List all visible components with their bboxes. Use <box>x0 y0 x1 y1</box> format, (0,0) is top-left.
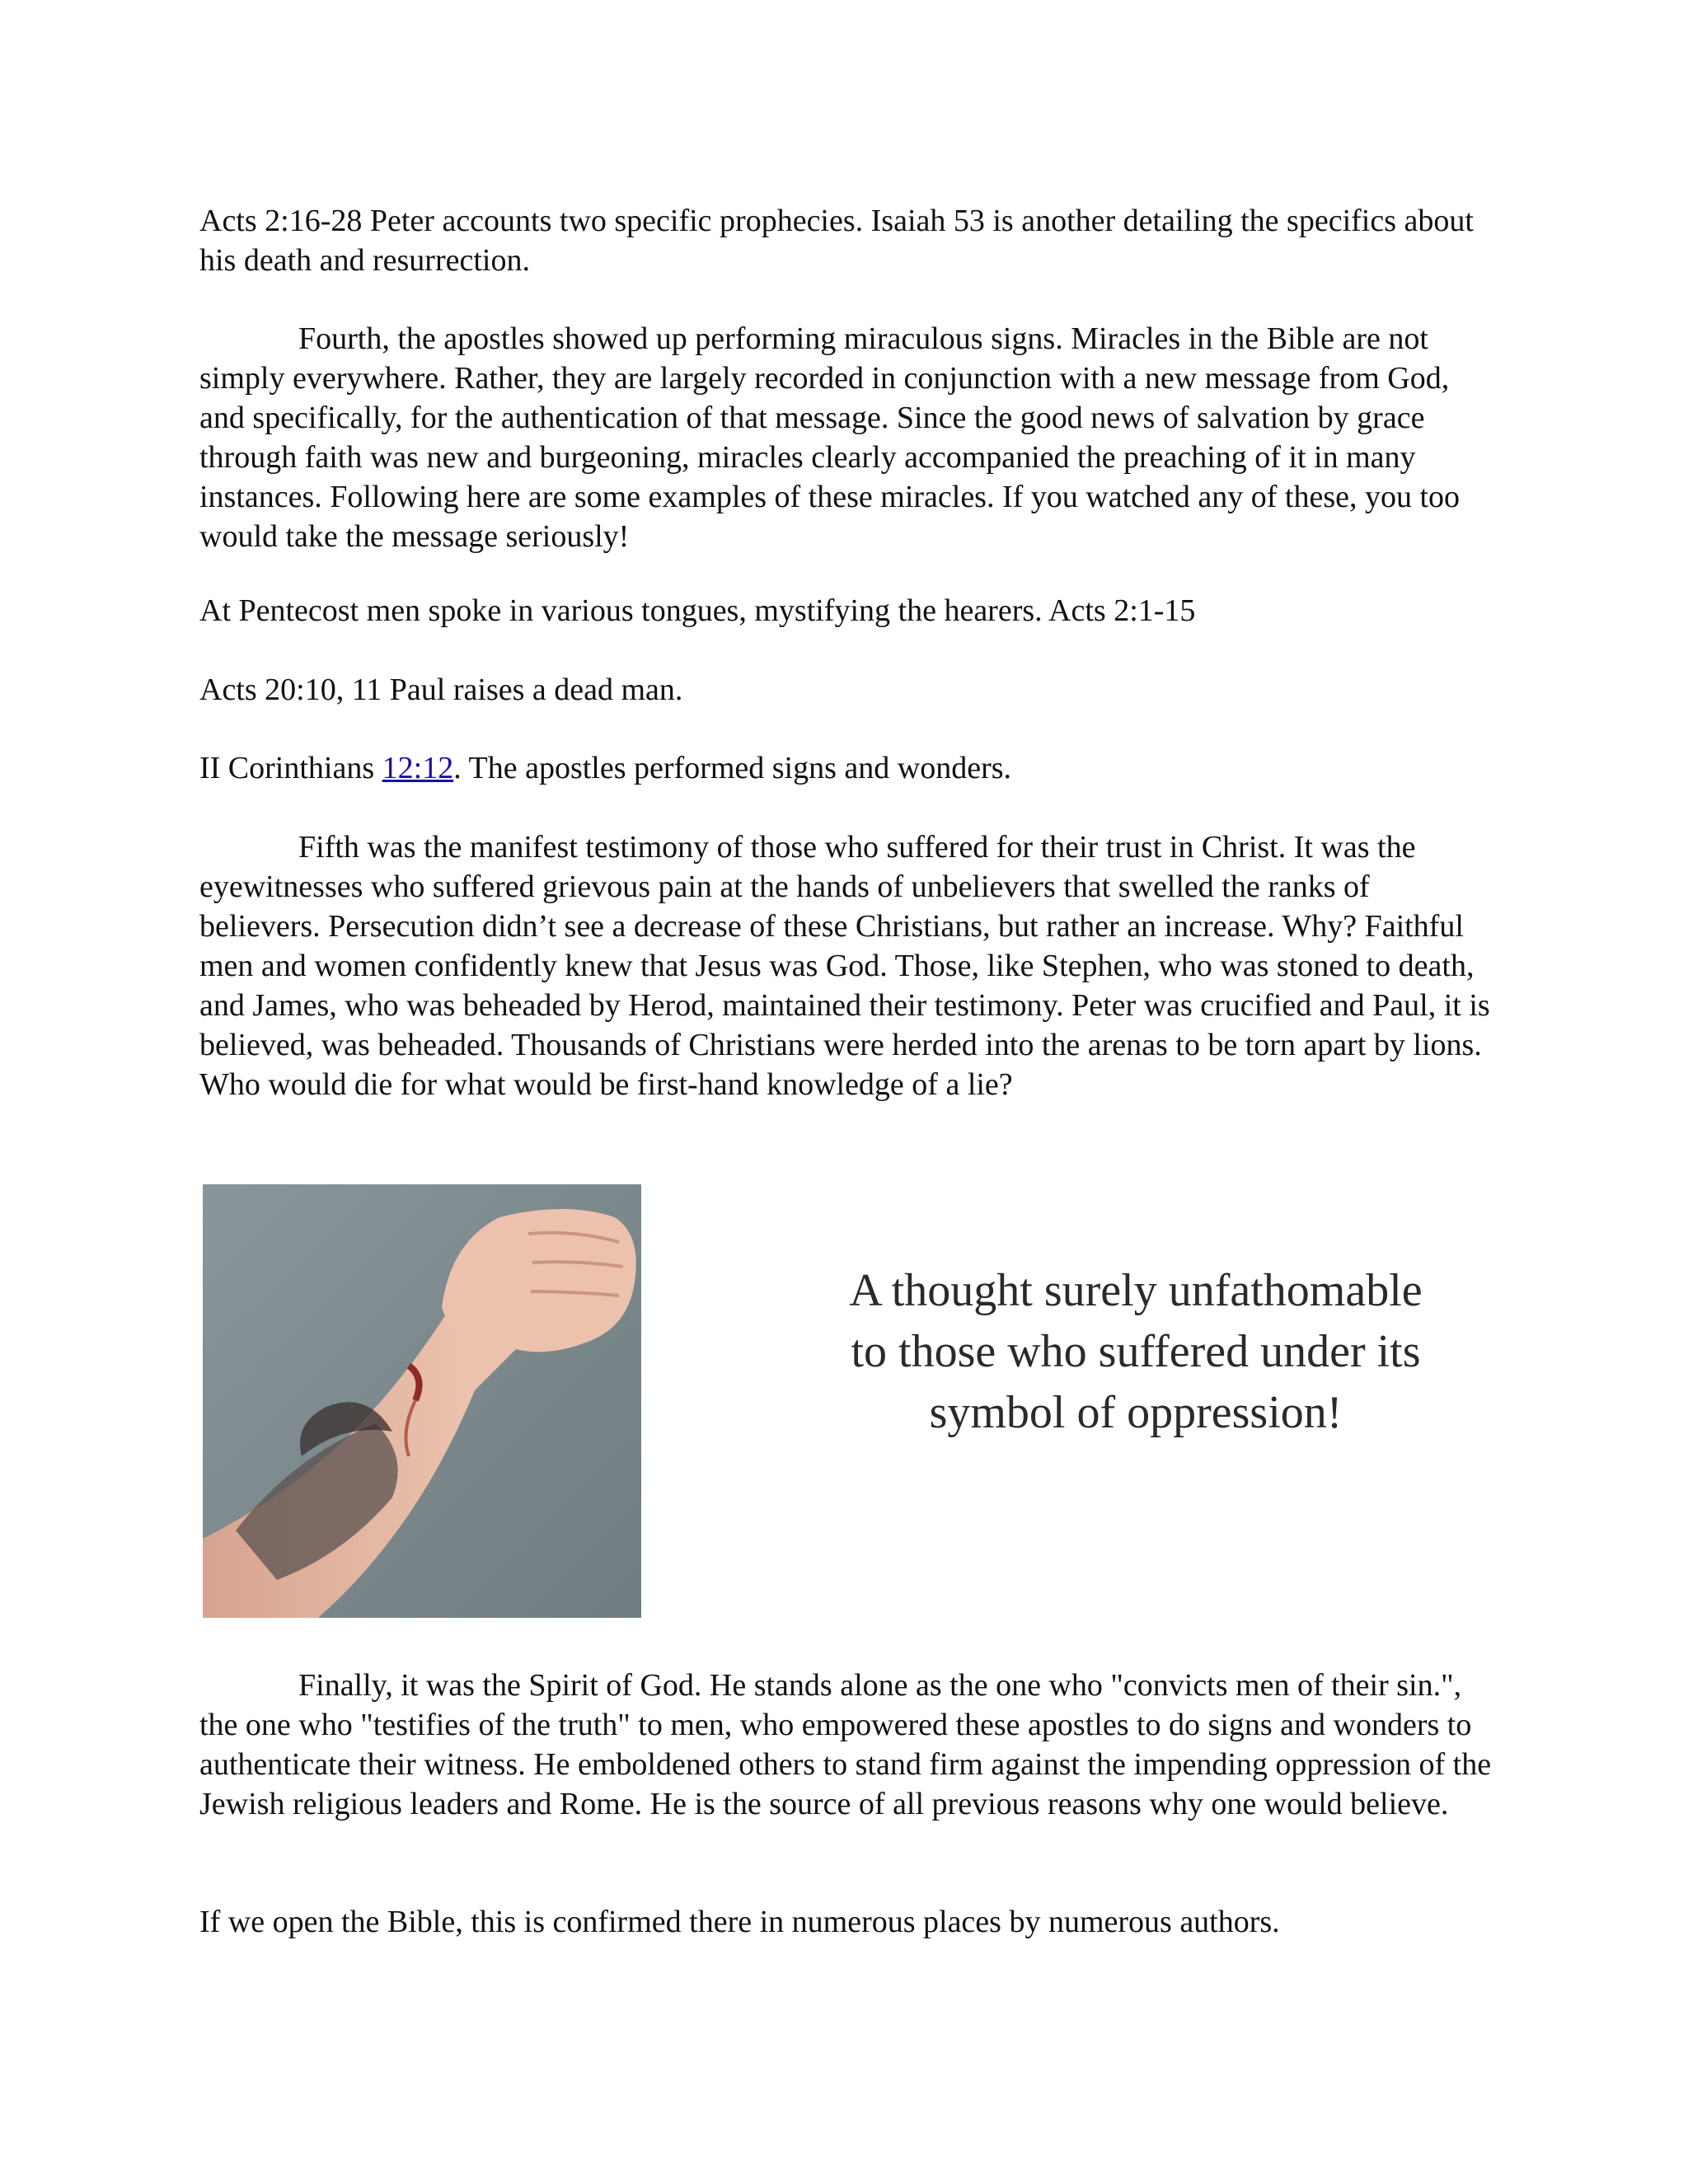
tattooed-arm-illustration <box>203 1184 641 1618</box>
paragraph-spirit: Finally, it was the Spirit of God. He stands alone as the one who "convicts men of their sin.", the one who "testifies of the truth" to men, who empowered these apostles to do signs and wonders to authenticate their witness. He emboldened others to stand firm against the impending oppression of the Jewish religious leaders and Rome. He is the source of all previous reasons why one would believe. <box>199 1668 1492 1821</box>
caption-panel <box>641 1184 1493 1618</box>
paragraph-paul-raises: Acts 20:10, 11 Paul raises a dead man. <box>199 673 683 707</box>
paragraph-pentecost: At Pentecost men spoke in various tongues, mystifying the hearers. Acts 2:1-15 <box>199 593 1196 628</box>
corinthians-prefix: II Corinthians <box>199 751 382 785</box>
verse-link[interactable]: 12:12 <box>382 751 454 785</box>
paragraph-prophecies: Acts 2:16-28 Peter accounts two specific prophecies. Isaiah 53 is another detailing the specifics about his death and resurrection. <box>199 204 1474 278</box>
figure-caption: A thought surely unfathomable to those who suffered under its symbol of oppression! <box>849 1265 1423 1438</box>
paragraph-testimony: Fifth was the manifest testimony of those who suffered for their trust in Christ. It was the eyewitnesses who suffered grievous pain at the hands of unbelievers that swelled the ranks of believers. Persecution didn’t see a decrease of these Christians, but rather an increase. Why? Faithful men and women confidently knew that Jesus was God. Those, like Stephen, who was stoned to death, and James, who was beheaded by Herod, maintained their testimony. Peter was crucified and Paul, it is believed, was beheaded. Thousands of Christians were herded into the arenas to be torn apart by lions. Who would die for what would be first-hand knowledge of a lie? <box>199 830 1490 1102</box>
paragraph-corinthians <box>199 748 1493 788</box>
corinthians-suffix: . The apostles performed signs and wonders. <box>453 751 1012 785</box>
tattooed-arm-photo <box>203 1184 641 1618</box>
figure-row <box>203 1184 1493 1618</box>
paragraph-confirmed: If we open the Bible, this is confirmed there in numerous places by numerous authors. <box>199 1905 1280 1939</box>
paragraph-miracles: Fourth, the apostles showed up performing miraculous signs. Miracles in the Bible are not simply everywhere. Rather, they are largely recorded in conjunction with a new message from God, and specifically, for the authentication of that message. Since the good news of salvation by grace through faith was new and burgeoning, miracles clearly accompanied the preaching of it in many instances. Following here are some examples of these miracles. If you watched any of these, you too would take the message seriously! <box>199 321 1461 554</box>
